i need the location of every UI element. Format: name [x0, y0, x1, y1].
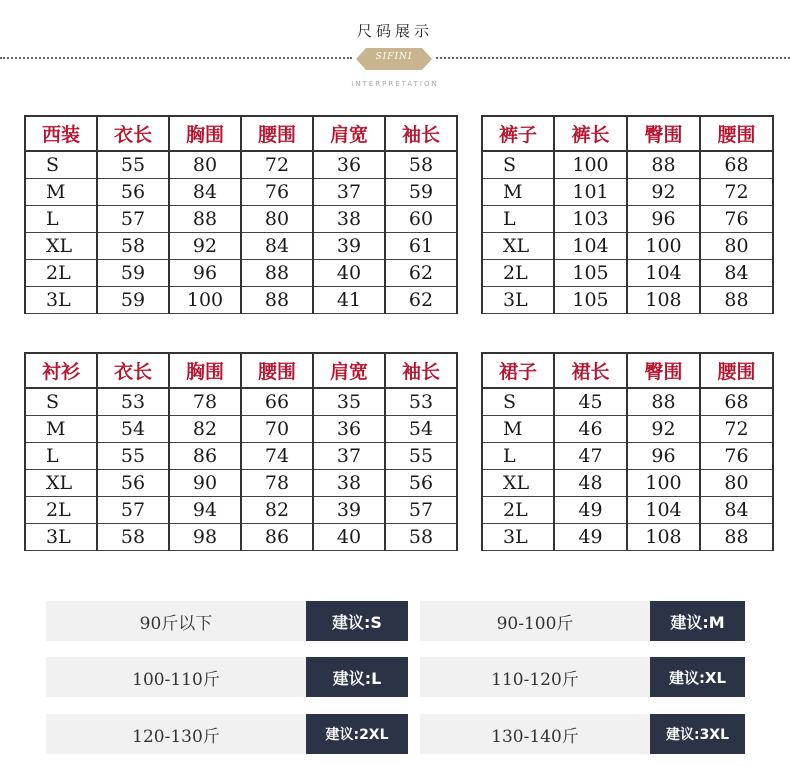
size-label-cell: XL [25, 233, 97, 260]
measurement-cell: 88 [169, 206, 241, 233]
size-label-cell: 3L [482, 287, 554, 314]
size-label-cell: S [25, 388, 97, 416]
measurement-cell: 62 [385, 260, 457, 287]
measurement-cell: 90 [169, 470, 241, 497]
measurement-cell: 57 [385, 497, 457, 524]
measurement-cell: 54 [97, 416, 169, 443]
table-row [482, 416, 773, 443]
measurement-cell: 96 [169, 260, 241, 287]
measurement-cell: 39 [313, 497, 385, 524]
measurement-cell: 76 [700, 443, 773, 470]
measurement-cell: 41 [313, 287, 385, 314]
measurement-cell: 101 [554, 179, 627, 206]
measurement-cell: 84 [169, 179, 241, 206]
table-row [25, 287, 457, 314]
measurement-cell: 38 [313, 206, 385, 233]
measurement-cell: 104 [554, 233, 627, 260]
pants-header-row [482, 116, 773, 151]
table-row [482, 206, 773, 233]
size-suggestion-button[interactable]: 建议:S [306, 601, 408, 641]
table-header-cell: 裙长 [554, 353, 627, 388]
header-divider-left [0, 57, 352, 59]
table-header-cell: 衣长 [97, 116, 169, 151]
measurement-cell: 35 [313, 388, 385, 416]
table-header-cell: 裤长 [554, 116, 627, 151]
size-label-cell: 2L [482, 260, 554, 287]
size-label-cell: 2L [25, 260, 97, 287]
measurement-cell: 56 [97, 470, 169, 497]
measurement-cell: 88 [241, 260, 313, 287]
pants-size-table [481, 115, 774, 314]
table-row [482, 443, 773, 470]
measurement-cell: 60 [385, 206, 457, 233]
table-header-cell: 衬衫 [25, 353, 97, 388]
measurement-cell: 37 [313, 443, 385, 470]
table-row [482, 388, 773, 416]
size-label-cell: 3L [482, 524, 554, 551]
measurement-cell: 37 [313, 179, 385, 206]
measurement-cell: 103 [554, 206, 627, 233]
weight-range-label: 90斤以下 [46, 601, 306, 641]
table-header-cell: 臀围 [627, 353, 700, 388]
measurement-cell: 56 [97, 179, 169, 206]
measurement-cell: 58 [385, 524, 457, 551]
measurement-cell: 61 [385, 233, 457, 260]
table-header-cell: 裙子 [482, 353, 554, 388]
suit-header-row [25, 116, 457, 151]
measurement-cell: 59 [97, 287, 169, 314]
size-suggestion-button[interactable]: 建议:2XL [306, 714, 408, 754]
table-row [25, 470, 457, 497]
table-row [482, 524, 773, 551]
size-label-cell: S [482, 151, 554, 179]
size-label-cell: L [25, 206, 97, 233]
measurement-cell: 104 [627, 497, 700, 524]
table-row [25, 233, 457, 260]
table-row [482, 151, 773, 179]
measurement-cell: 55 [385, 443, 457, 470]
size-label-cell: M [482, 416, 554, 443]
measurement-cell: 49 [554, 497, 627, 524]
measurement-cell: 78 [169, 388, 241, 416]
table-header-cell: 袖长 [385, 116, 457, 151]
skirt-header-row [482, 353, 773, 388]
measurement-cell: 84 [241, 233, 313, 260]
measurement-cell: 100 [554, 151, 627, 179]
measurement-cell: 53 [385, 388, 457, 416]
table-row [25, 416, 457, 443]
measurement-cell: 88 [700, 524, 773, 551]
measurement-cell: 100 [627, 233, 700, 260]
measurement-cell: 80 [700, 470, 773, 497]
measurement-cell: 68 [700, 151, 773, 179]
measurement-cell: 58 [385, 151, 457, 179]
size-label-cell: L [482, 206, 554, 233]
measurement-cell: 80 [241, 206, 313, 233]
brand-badge-text: SIFINI [375, 52, 413, 62]
measurement-cell: 59 [97, 260, 169, 287]
measurement-cell: 46 [554, 416, 627, 443]
table-header-cell: 裤子 [482, 116, 554, 151]
weight-range-label: 120-130斤 [46, 714, 306, 754]
measurement-cell: 105 [554, 287, 627, 314]
measurement-cell: 55 [97, 443, 169, 470]
measurement-cell: 88 [241, 287, 313, 314]
size-label-cell: S [25, 151, 97, 179]
size-label-cell: L [25, 443, 97, 470]
table-row [482, 179, 773, 206]
measurement-cell: 96 [627, 443, 700, 470]
header-divider-right [436, 57, 790, 59]
size-label-cell: XL [25, 470, 97, 497]
size-label-cell: XL [482, 233, 554, 260]
measurement-cell: 80 [700, 233, 773, 260]
measurement-cell: 66 [241, 388, 313, 416]
measurement-cell: 45 [554, 388, 627, 416]
measurement-cell: 47 [554, 443, 627, 470]
measurement-cell: 108 [627, 287, 700, 314]
table-header-cell: 腰围 [241, 353, 313, 388]
measurement-cell: 104 [627, 260, 700, 287]
measurement-cell: 58 [97, 524, 169, 551]
size-label-cell: M [482, 179, 554, 206]
suit-size-table [24, 115, 458, 314]
table-header-cell: 肩宽 [313, 116, 385, 151]
table-header-cell: 胸围 [169, 116, 241, 151]
size-label-cell: XL [482, 470, 554, 497]
page-title: 尺码展示 [356, 22, 433, 40]
size-label-cell: 2L [25, 497, 97, 524]
measurement-cell: 88 [700, 287, 773, 314]
table-row [25, 260, 457, 287]
size-label-cell: 3L [25, 524, 97, 551]
measurement-cell: 59 [385, 179, 457, 206]
measurement-cell: 53 [97, 388, 169, 416]
measurement-cell: 72 [700, 416, 773, 443]
measurement-cell: 100 [169, 287, 241, 314]
table-header-cell: 腰围 [241, 116, 313, 151]
table-row [482, 260, 773, 287]
measurement-cell: 70 [241, 416, 313, 443]
measurement-cell: 92 [627, 179, 700, 206]
table-header-cell: 衣长 [97, 353, 169, 388]
measurement-cell: 74 [241, 443, 313, 470]
weight-range-label: 100-110斤 [46, 657, 306, 697]
measurement-cell: 54 [385, 416, 457, 443]
measurement-cell: 84 [700, 260, 773, 287]
table-row [482, 470, 773, 497]
measurement-cell: 40 [313, 524, 385, 551]
measurement-cell: 72 [241, 151, 313, 179]
table-row [482, 233, 773, 260]
size-suggestion-button[interactable]: 建议:XL [650, 657, 745, 697]
brand-badge [356, 48, 432, 70]
measurement-cell: 57 [97, 497, 169, 524]
measurement-cell: 80 [169, 151, 241, 179]
measurement-cell: 36 [313, 416, 385, 443]
table-row [25, 151, 457, 179]
measurement-cell: 57 [97, 206, 169, 233]
size-label-cell: L [482, 443, 554, 470]
table-header-cell: 袖长 [385, 353, 457, 388]
measurement-cell: 76 [700, 206, 773, 233]
measurement-cell: 55 [97, 151, 169, 179]
table-row [482, 497, 773, 524]
size-suggestion-button[interactable]: 建议:L [306, 657, 408, 697]
weight-range-label: 110-120斤 [420, 657, 650, 697]
size-suggestion-button[interactable]: 建议:M [650, 601, 745, 641]
measurement-cell: 68 [700, 388, 773, 416]
measurement-cell: 82 [241, 497, 313, 524]
measurement-cell: 98 [169, 524, 241, 551]
size-suggestion-button[interactable]: 建议:3XL [650, 714, 745, 754]
measurement-cell: 39 [313, 233, 385, 260]
size-label-cell: 3L [25, 287, 97, 314]
measurement-cell: 94 [169, 497, 241, 524]
table-row [25, 497, 457, 524]
table-row [25, 206, 457, 233]
measurement-cell: 48 [554, 470, 627, 497]
measurement-cell: 88 [627, 388, 700, 416]
size-label-cell: M [25, 179, 97, 206]
table-header-cell: 西装 [25, 116, 97, 151]
table-row [25, 524, 457, 551]
weight-range-label: 130-140斤 [420, 714, 650, 754]
table-header-cell: 肩宽 [313, 353, 385, 388]
measurement-cell: 100 [627, 470, 700, 497]
measurement-cell: 84 [700, 497, 773, 524]
table-header-cell: 臀围 [627, 116, 700, 151]
measurement-cell: 56 [385, 470, 457, 497]
measurement-cell: 108 [627, 524, 700, 551]
measurement-cell: 82 [169, 416, 241, 443]
size-label-cell: S [482, 388, 554, 416]
measurement-cell: 92 [627, 416, 700, 443]
measurement-cell: 38 [313, 470, 385, 497]
header-subtitle: INTERPRETATION [351, 80, 439, 88]
table-row [25, 443, 457, 470]
size-label-cell: 2L [482, 497, 554, 524]
measurement-cell: 86 [241, 524, 313, 551]
measurement-cell: 62 [385, 287, 457, 314]
measurement-cell: 49 [554, 524, 627, 551]
measurement-cell: 72 [700, 179, 773, 206]
table-row [25, 179, 457, 206]
size-label-cell: M [25, 416, 97, 443]
table-header-cell: 胸围 [169, 353, 241, 388]
measurement-cell: 76 [241, 179, 313, 206]
measurement-cell: 86 [169, 443, 241, 470]
measurement-cell: 58 [97, 233, 169, 260]
measurement-cell: 40 [313, 260, 385, 287]
shirt-size-table [24, 352, 458, 551]
skirt-size-table [481, 352, 774, 551]
measurement-cell: 88 [627, 151, 700, 179]
table-row [482, 287, 773, 314]
measurement-cell: 92 [169, 233, 241, 260]
shirt-header-row [25, 353, 457, 388]
measurement-cell: 78 [241, 470, 313, 497]
table-header-cell: 腰围 [700, 116, 773, 151]
measurement-cell: 105 [554, 260, 627, 287]
table-header-cell: 腰围 [700, 353, 773, 388]
table-row [25, 388, 457, 416]
measurement-cell: 36 [313, 151, 385, 179]
weight-range-label: 90-100斤 [420, 601, 650, 641]
measurement-cell: 96 [627, 206, 700, 233]
